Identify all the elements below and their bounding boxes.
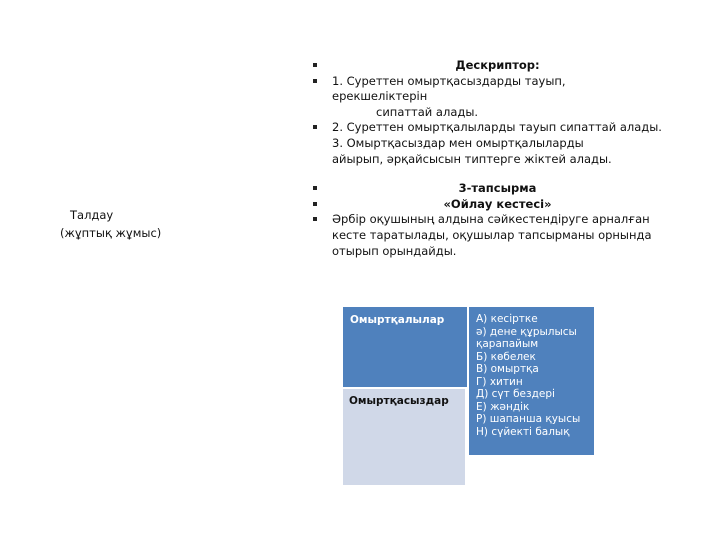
bullet-icon [313, 186, 317, 190]
option-item: А) кесіртке [476, 313, 538, 325]
descriptor-item-3: 3. Омыртқасыздар мен омыртқалыларды айырып, әрқайсысын типтерге жіктей алады. [332, 135, 612, 166]
section-label [60, 206, 161, 242]
option-item: Б) көбелек [476, 350, 536, 363]
bullet-icon [313, 63, 317, 67]
bullet-icon [313, 79, 317, 83]
descriptor-item-1: 1. Суреттен омыртқасыздарды тауып, ерекшеліктерін сипаттай алады. [313, 74, 663, 121]
task-instruction: Әрбір оқушының алдына сәйкестендіруге арналған кесте таратылады, оқушылар тапсырманы орнында отырып орындайды. [313, 212, 663, 259]
option-item: ә) дене құрылысы қарапайым [476, 325, 577, 350]
bullet-icon [313, 217, 317, 221]
matching-table [343, 307, 593, 485]
option-item: Р) шапанша қуысы [476, 413, 581, 425]
descriptor-list [313, 58, 663, 259]
bullet-icon [313, 202, 317, 206]
option-item: Д) сүт бездері [476, 388, 555, 400]
option-item: Г) хитин [476, 375, 523, 388]
option-item: Н) сүйекті балық [476, 425, 570, 438]
section-label-title: Талдау [70, 208, 114, 222]
task-name: «Ойлау кестесі» [313, 197, 663, 213]
bullet-icon [313, 125, 317, 129]
option-item: Е) жәндік [476, 400, 530, 413]
vertebrates-header: Омыртқалылар [343, 307, 467, 387]
descriptor-item-2: 2. Суреттен омыртқалыларды тауып сипаттай алады. [313, 120, 663, 136]
section-label-subtitle: (жұптық жұмыс) [60, 226, 162, 240]
options-cell [469, 307, 594, 455]
invertebrates-header: Омыртқасыздар [343, 387, 467, 485]
task-number: 3-тапсырма [313, 181, 663, 197]
option-item: В) омыртқа [476, 363, 539, 375]
descriptor-title: Дескриптор: [313, 58, 663, 74]
